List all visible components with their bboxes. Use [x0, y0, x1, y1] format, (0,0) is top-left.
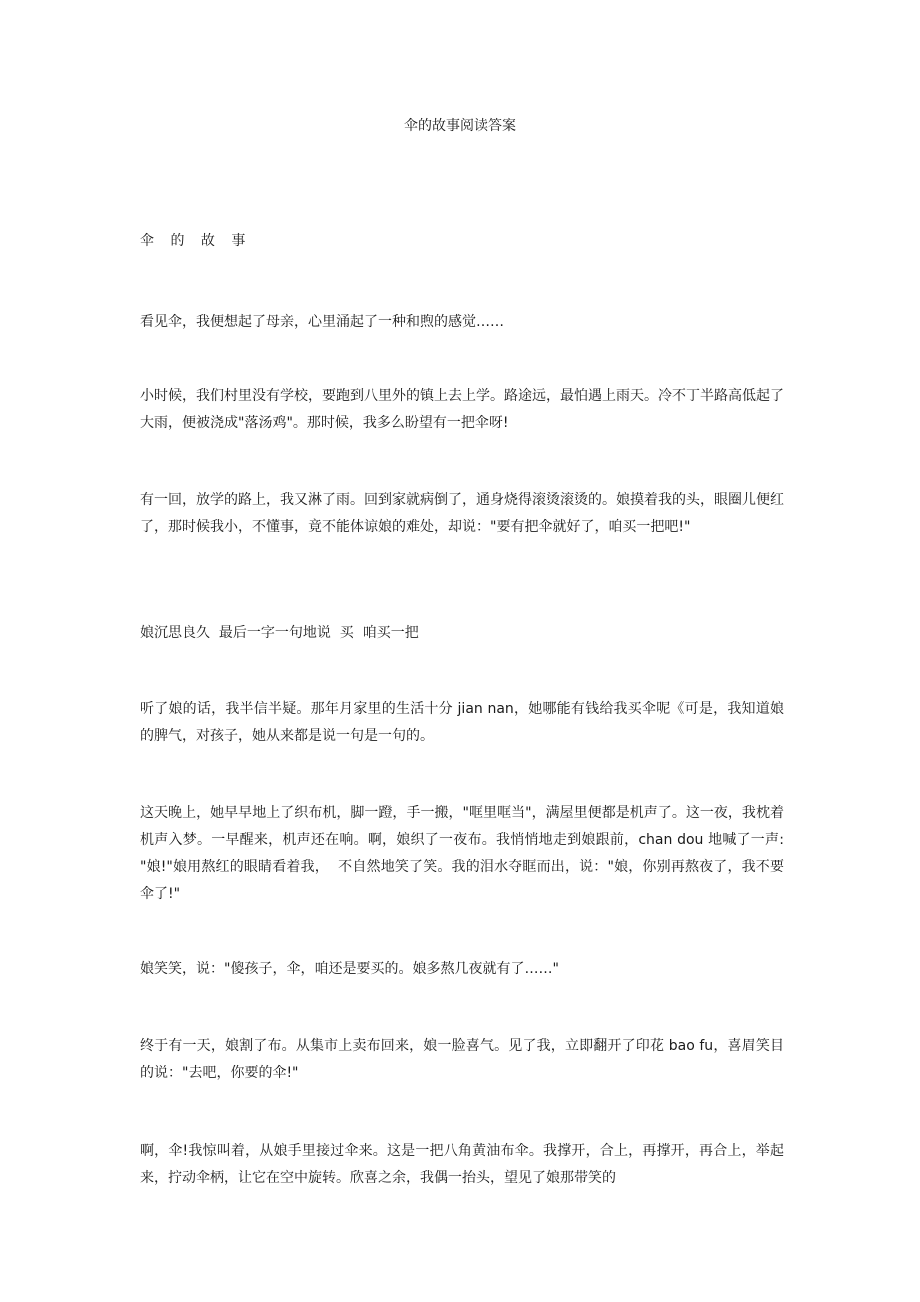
story-title: 伞 的 故 事 — [140, 233, 252, 249]
paragraph-7: 娘笑笑，说："傻孩子，伞，咱还是要买的。娘多熬几夜就有了……" — [140, 961, 559, 977]
paragraph-4: 娘沉思良久 最后一字一句地说 买 咱买一把 — [140, 625, 419, 641]
paragraph-5: 听了娘的话，我半信半疑。那年月家里的生活十分 jian nan，她哪能有钱给我买伞呢《可是，我知道娘的脾气，对孩子，她从来都是说一句是一句的。 — [140, 701, 784, 744]
document-title: 伞的故事阅读答案 — [404, 118, 516, 134]
paragraph-3: 有一回，放学的路上，我又淋了雨。回到家就病倒了，通身烧得滚烫滚烫的。娘摸着我的头，眼圈儿便红了，那时候我小，不懂事，竟不能体谅娘的难处，却说："要有把伞就好了，咱买一把吧!" — [140, 492, 784, 535]
paragraph-1: 看见伞，我便想起了母亲，心里涌起了一种和煦的感觉…… — [140, 314, 504, 330]
paragraph-2: 小时候，我们村里没有学校，要跑到八里外的镇上去上学。路途远，最怕遇上雨天。冷不丁半路高低起了大雨，便被浇成"落汤鸡"。那时候，我多么盼望有一把伞呀! — [140, 388, 784, 431]
paragraph-9: 啊，伞!我惊叫着，从娘手里接过伞来。这是一把八角黄油布伞。我撑开，合上，再撑开，再合上，举起来，拧动伞柄，让它在空中旋转。欣喜之余，我偶一抬头，望见了娘那带笑的 — [140, 1143, 784, 1186]
paragraph-6: 这天晚上，她早早地上了织布机，脚一蹬，手一搬，"哐里哐当"，满屋里便都是机声了。这一夜，我枕着机声入梦。一早醒来，机声还在响。啊，娘织了一夜布。我悄悄地走到娘跟前，chan dou 地喊了一声: "娘!"娘用熬红的眼睛看着我， 不自然地笑了笑。我的泪水夺眶而出，说："娘，你别再熬夜了，我不要伞了!" — [140, 805, 789, 902]
paragraph-8: 终于有一天，娘割了布。从集市上卖布回来，娘一脸喜气。见了我，立即翻开了印花 bao fu，喜眉笑目的说："去吧，你要的伞!" — [140, 1038, 784, 1081]
